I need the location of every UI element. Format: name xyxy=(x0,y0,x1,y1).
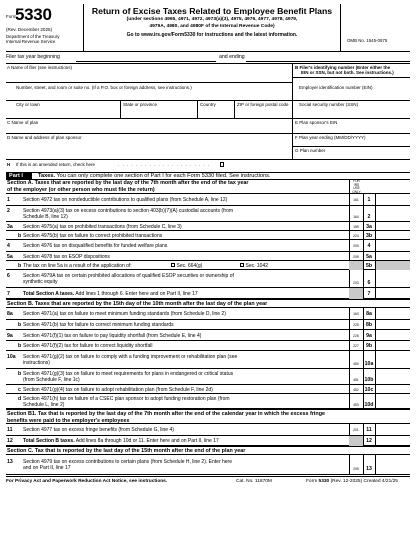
irs-use-2: IRS xyxy=(353,182,360,187)
line-5b-row xyxy=(6,261,410,270)
plan-sponsor-field[interactable] xyxy=(6,140,291,159)
irs-code: 450 xyxy=(353,362,359,366)
line-6-row xyxy=(6,270,410,288)
ssn-field[interactable] xyxy=(293,107,410,117)
line-description: Section 4971(g)(4) tax on failure to adopt rehabilitation plan (from Schedule F, line 2d) xyxy=(23,386,213,393)
section-b-header xyxy=(6,299,410,308)
line-number: 12 xyxy=(7,438,13,444)
line-10c-amount[interactable] xyxy=(376,385,410,394)
amended-checkbox[interactable] xyxy=(220,162,225,167)
irs-code: 209 xyxy=(353,254,359,259)
filer-id-label-2: EIN or SSN, but not both. See instructions.) xyxy=(301,70,394,75)
line-number: d xyxy=(18,395,22,402)
plan-year-ending-label: F Plan year ending (MM/DD/YYYY) xyxy=(295,135,366,140)
line-5b-shaded xyxy=(376,261,410,270)
irs-code: 453 xyxy=(353,402,359,407)
line-11-amount[interactable] xyxy=(376,424,410,436)
line-13-amount[interactable] xyxy=(376,455,410,475)
line-2-row xyxy=(6,206,410,222)
divider xyxy=(6,63,410,64)
plan-sponsor-label: D Name and address of plan sponsor xyxy=(7,135,82,140)
line-9a-amount[interactable] xyxy=(376,330,410,341)
line-description: Section 4979A tax on certain prohibited allocations of qualified ESOP securities or ownership of xyxy=(23,273,234,279)
line-7-rest: Add lines 1 through 6. Enter here and on Part II, line 17 xyxy=(75,290,198,297)
footer-form-word: Form xyxy=(306,479,318,484)
agency xyxy=(6,34,82,44)
line-description: Section 4971(a) tax on failure to meet minimum funding standards (from Schedule D, line 2) xyxy=(23,311,226,317)
shaded-cell xyxy=(349,261,363,270)
tax-year-begin-label: Filer tax year beginning xyxy=(6,54,60,60)
form-footer xyxy=(6,476,410,484)
city-label: City or town xyxy=(16,102,40,107)
line-description: Section 4971(f)(1) tax on failure to pay liquidity shortfall (from Schedule E, line 4) xyxy=(23,332,202,339)
divider xyxy=(6,118,410,119)
section-b1-title-2: benefits were paid to the employer's employees xyxy=(7,417,130,424)
shaded-cell xyxy=(349,436,363,446)
line-9b-row xyxy=(6,341,410,351)
line-description: Section 4971(h) tax on failure of a CSEC plan sponsor to adopt funding restoration plan (from xyxy=(23,395,230,402)
line-description: Section 4975(a) tax on prohibited transactions (from Schedule C, line 3) xyxy=(23,223,182,230)
line-1-amount[interactable] xyxy=(376,194,410,206)
line-number: 4 xyxy=(7,243,10,249)
catalog-number: Cat. No. 11870M xyxy=(236,479,272,484)
line-number: 13 xyxy=(7,459,13,465)
line-ref: 9a xyxy=(366,332,372,339)
line-10d-amount[interactable] xyxy=(376,394,410,409)
line-10b-row xyxy=(6,369,410,385)
line-description-2: (from Schedule F, line 1c) xyxy=(23,377,80,383)
department: Department of the Treasury xyxy=(6,34,60,39)
line-description: Section 4973(a)(3) tax on excess contributions to section 403(b)(7)(A) custodial accounts (from xyxy=(23,208,234,214)
state-field[interactable] xyxy=(121,107,196,117)
line-ref: 6 xyxy=(367,280,371,286)
line-number: c xyxy=(18,386,21,393)
footer-form-number: 5330 xyxy=(318,479,330,484)
line-7-bold: Total Section A taxes. xyxy=(23,290,75,297)
irs-code: 164 xyxy=(353,215,359,219)
footer-revision: (Rev. 12-2025) Created 4/21/25 xyxy=(330,479,398,484)
line-ref: 8b xyxy=(365,322,373,328)
line-ref: 10d xyxy=(364,401,374,408)
line-10d-row xyxy=(6,394,410,409)
section-a-header xyxy=(6,180,410,194)
line-12-bold: Total Section B taxes. xyxy=(23,438,75,444)
form-title: Return of Excise Taxes Related to Employee Benefit Plans xyxy=(91,6,333,16)
ssn-label: Social security number (SSN) xyxy=(299,102,359,107)
irs-code: 161 xyxy=(353,198,359,202)
amended-label: If this is an amended return, check here xyxy=(16,162,96,167)
line-description-2: and on Part II, line 17 xyxy=(23,465,71,471)
tax-year-end-label: and ending xyxy=(219,54,245,60)
city-field[interactable] xyxy=(6,107,119,117)
line-11-row xyxy=(6,424,410,436)
line-8b-amount[interactable] xyxy=(376,320,410,330)
line-number: 1 xyxy=(7,197,10,203)
irs-use-1: FOR xyxy=(353,179,360,183)
line-5a-row xyxy=(6,252,410,261)
line-number: 6 xyxy=(7,273,10,279)
irs-code: 200 xyxy=(353,244,359,248)
line-7-row xyxy=(6,288,410,299)
irs-code: 452 xyxy=(353,387,359,392)
state-label: State or province xyxy=(123,102,158,107)
part-1-header xyxy=(6,172,410,180)
country-field[interactable] xyxy=(198,107,233,117)
tax-year-end-field[interactable] xyxy=(246,61,410,62)
line-description: Section 4971(g)(2) tax on failure to comply with a funding improvement or rehabilitation plan (see xyxy=(23,354,238,360)
line-ref: 3b xyxy=(365,232,373,239)
irs-code: 201 xyxy=(353,428,359,432)
line-9a-row xyxy=(6,330,410,341)
zip-label: ZIP or foreign postal code xyxy=(237,102,289,107)
line-5a-amount[interactable] xyxy=(376,252,410,261)
name-of-filer-field[interactable] xyxy=(6,70,291,80)
divider xyxy=(6,100,410,101)
line-12-row xyxy=(6,436,410,446)
title-block xyxy=(85,4,339,52)
line-ref: 11 xyxy=(366,427,372,433)
line-1-row xyxy=(6,194,410,206)
line-6-amount[interactable] xyxy=(376,270,410,288)
irs-code: 159 xyxy=(353,224,359,229)
line-description: Section 4975(b) tax on failure to correct prohibited transactions xyxy=(23,232,163,239)
irs-code: 203 xyxy=(353,281,359,285)
form-number: 5330 xyxy=(15,5,52,24)
plan-number-label: G Plan number xyxy=(295,148,326,153)
form-subtitle-2: 4979A, 4980, and 4980F of the Internal Revenue Code) xyxy=(149,24,275,29)
revision-date: (Rev. December 2025) xyxy=(6,27,53,32)
line-description: Section 4977 tax on excess fringe benefits (from Schedule G, line 4) xyxy=(23,427,174,433)
ein-field[interactable] xyxy=(293,90,410,99)
divider xyxy=(6,82,292,83)
section-c-header xyxy=(6,446,410,455)
line-ref: 1 xyxy=(367,197,371,203)
tax-year-begin-field[interactable] xyxy=(76,61,216,62)
line-3a-amount[interactable] xyxy=(376,222,410,231)
line-ref: 5b xyxy=(365,262,373,269)
irs-code: 451 xyxy=(353,378,359,382)
zip-field[interactable] xyxy=(235,107,291,117)
line-10b-amount[interactable] xyxy=(376,369,410,385)
divider xyxy=(6,133,410,134)
line-7-amount[interactable] xyxy=(376,288,410,299)
plan-year-ending-field[interactable] xyxy=(293,140,410,145)
part-1-title xyxy=(38,173,270,180)
shaded-cell xyxy=(349,288,363,299)
plan-sponsor-ein-field[interactable] xyxy=(293,125,410,133)
part-1-title-bold: Taxes. xyxy=(38,173,55,179)
section-a-title-1: Section A. Taxes that are reported by the last day of the 7th month after the end of the tax year xyxy=(7,180,249,186)
section-b-title: Section B. Taxes that are reported by the 15th day of the 10th month after the last day of the plan year xyxy=(7,301,268,307)
line-description-2: instructions) xyxy=(23,360,50,366)
filer-id-label: B Filer's identifying number (Enter either the xyxy=(295,65,391,70)
line-10a-row xyxy=(6,351,410,369)
sec-1042-label: Sec. 1042 xyxy=(245,262,269,269)
footer-form-id xyxy=(306,479,398,484)
line-ref: 5a xyxy=(366,253,372,260)
street-field[interactable] xyxy=(6,90,291,99)
leader-dots: . . . . . . . . . . . . . . . . . . . . . xyxy=(118,162,211,167)
line-ref: 13 xyxy=(366,466,372,472)
line-ref: 10c xyxy=(364,386,374,393)
irs-code: 224 xyxy=(353,233,359,238)
divider xyxy=(292,146,410,147)
privacy-notice: For Privacy Act and Paperwork Reduction Act Notice, see instructions. xyxy=(6,479,168,484)
line-number: b xyxy=(18,343,22,349)
section-b1-title-1: Section B1. Tax that is reported by the last day of the 7th month after the end of the calendar year in which the excess fringe xyxy=(7,411,326,417)
line-number: 9a xyxy=(7,332,13,339)
form-word: Form xyxy=(6,14,17,19)
line-description: Section 4971(g)(3) tax on failure to meet requirements for plans in endangered or critical status xyxy=(23,371,234,377)
line-description-2: synthetic equity xyxy=(23,279,58,285)
line-number: 2 xyxy=(7,208,10,214)
line-number: 7 xyxy=(7,290,10,297)
irs-code: 205 xyxy=(353,467,359,471)
irs-name: Internal Revenue Service xyxy=(6,39,56,45)
line-description xyxy=(23,438,219,444)
sec-1042-checkbox[interactable] xyxy=(240,263,245,268)
form-page xyxy=(6,4,410,536)
part-1-label: Part I xyxy=(6,173,32,180)
line-8a-amount[interactable] xyxy=(376,308,410,320)
section-a-title-2: of the employer (or other person who must file the return) xyxy=(7,186,155,193)
plan-sponsor-ein-label: E Plan sponsor's EIN xyxy=(295,120,338,125)
irs-use-4: ONLY xyxy=(352,189,361,194)
ein-label: Employer identification number (EIN) xyxy=(299,85,373,90)
line-10a-amount[interactable] xyxy=(376,351,410,369)
amended-letter: H xyxy=(7,162,11,167)
sec-664g-label: Sec. 664(g) xyxy=(176,262,203,269)
line-number: 10a xyxy=(7,354,16,360)
line-4-amount[interactable] xyxy=(376,240,410,252)
line-ref: 12 xyxy=(366,438,372,444)
line-ref: 3a xyxy=(366,223,372,230)
line-description: Section 4978 tax on ESOP dispositions xyxy=(23,253,110,260)
line-description: Section 4971(f)(2) tax for failure to correct liquidity shortfall xyxy=(23,343,153,349)
section-b1-header xyxy=(6,409,410,424)
irs-code: 227 xyxy=(353,344,359,348)
omb-number: OMB No. 1545-0575 xyxy=(347,38,388,43)
option-sec-1042 xyxy=(238,263,268,269)
line-ref: 10b xyxy=(364,377,374,383)
line-3b-row xyxy=(6,231,410,240)
irs-use-3: USE xyxy=(353,186,360,190)
line-description-2: Schedule B, line 12) xyxy=(23,214,68,220)
country-label: Country xyxy=(200,102,216,107)
line-12-rest: Add lines 8a through 10d or 11. Enter here and on Part II, line 17 xyxy=(75,438,219,444)
line-ref: 9b xyxy=(365,343,373,349)
name-of-filer-label: A Name of filer (see instructions) xyxy=(7,65,73,70)
plan-name-field[interactable] xyxy=(6,125,291,133)
line-ref: 8a xyxy=(366,311,372,317)
line-9b-amount[interactable] xyxy=(376,341,410,351)
sec-664g-checkbox[interactable] xyxy=(171,263,176,268)
line-number: 8a xyxy=(7,311,13,317)
line-number: b xyxy=(18,232,22,239)
line-number: 3a xyxy=(7,223,13,230)
irs-use-column-header xyxy=(349,180,363,194)
plan-name-label: C Name of plan xyxy=(7,120,39,125)
line-description: Section 4976 tax on disqualified benefits for funded welfare plans xyxy=(23,243,168,249)
line-description-2: Schedule L, line 2) xyxy=(23,401,65,408)
line-number: 11 xyxy=(7,427,13,433)
line-4-row xyxy=(6,240,410,252)
form-subtitle-1: (under sections 4965, 4971, 4972, 4973(a)(3), 4975, 4976, 4977, 4978, 4979, xyxy=(126,17,298,22)
line-number: b xyxy=(18,322,22,328)
line-8b-row xyxy=(6,320,410,330)
line-description: The tax on line 5a is a result of the application of: xyxy=(23,262,132,269)
line-3a-row xyxy=(6,222,410,231)
line-ref: 2 xyxy=(367,214,371,220)
form-id-block xyxy=(6,4,84,52)
option-sec-664g xyxy=(169,263,202,269)
line-8a-row xyxy=(6,308,410,320)
line-number: 5a xyxy=(7,253,13,260)
line-13-row xyxy=(6,455,410,475)
divider xyxy=(6,159,410,160)
goto-instructions: Go to www.irs.gov/Form5330 for instructions and the latest information. xyxy=(126,32,298,38)
divider xyxy=(292,77,410,78)
street-label: Number, street, and room or suite no. (If a P.O. box or foreign address, see instructions.) xyxy=(16,85,192,90)
line-number: b xyxy=(18,262,22,269)
line-ref: 7 xyxy=(367,290,371,297)
line-10c-row xyxy=(6,385,410,394)
section-c-title: Section C. Tax that is reported by the last day of the 15th month after the end of the plan year xyxy=(7,448,246,454)
omb-block xyxy=(340,4,410,52)
irs-code: 226 xyxy=(353,333,359,338)
line-12-amount[interactable] xyxy=(376,436,410,446)
part-1-title-rest: You can only complete one section of Part I for each Form 5330 filed. See instructions. xyxy=(56,173,271,179)
line-ref: 10a xyxy=(364,361,374,367)
irs-code: 225 xyxy=(353,323,359,327)
line-description: Section 4972 tax on nondeductible contributions to qualified plans (from Schedule A, line 12) xyxy=(23,197,228,203)
line-2-amount[interactable] xyxy=(376,206,410,222)
form-header xyxy=(6,4,410,52)
line-number: b xyxy=(18,371,22,377)
line-description xyxy=(23,291,198,297)
line-description: Section 4979 tax on excess contributions to certain plans (from Schedule H, line 2). Enter here xyxy=(23,459,233,465)
line-description: Section 4971(b) tax for failure to correct minimum funding standards xyxy=(23,322,174,328)
line-ref: 4 xyxy=(367,243,371,249)
line-3b-amount[interactable] xyxy=(376,231,410,240)
irs-code: 163 xyxy=(353,312,359,316)
